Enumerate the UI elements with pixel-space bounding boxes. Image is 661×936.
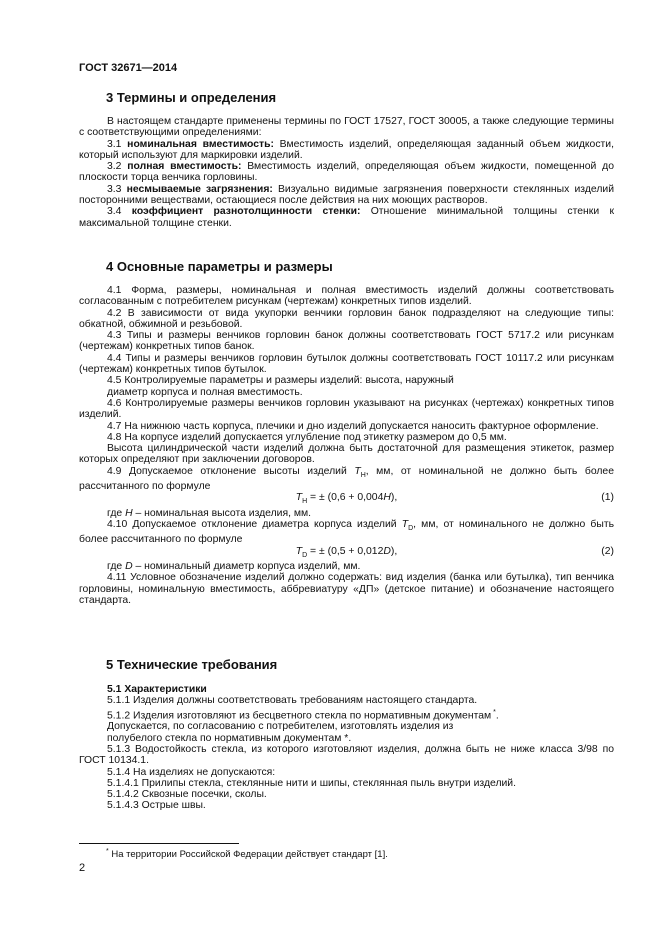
page-number: 2 [79, 862, 86, 874]
para-4-10: 4.10 Допускаемое отклонение диаметра корпуса изделий $T_D$, мм, от номинального не должно быть более рассчитанного по формуле [79, 519, 614, 546]
para-5-1-2-cont: полубелого стекла по нормативным документам *. [107, 732, 352, 744]
para-5-1-2-allowance: Допускается, по согласованию с потребителем, изготовлять изделия из [107, 721, 454, 733]
para-5-1-4-2: 5.1.4.2 Сквозные посечки, сколы. [107, 789, 267, 801]
para-5-1-4: 5.1.4 На изделиях не допускаются: [107, 766, 276, 778]
formula-1-number: (1) [601, 492, 614, 504]
formula-1: $T_H$ = ± (0,6 + 0,004H), (1) [295, 492, 614, 506]
formula-2: $T_D$ = ± (0,5 + 0,012D), (2) [295, 545, 614, 559]
section-3-title: 3 Термины и определения [106, 90, 277, 105]
intro-paragraph: В настоящем стандарте применены термины по ГОСТ 17527, ГОСТ 30005, а также следующие термины с соответствующими определениями: [79, 116, 614, 139]
para-4-5: 4.5 Контролируемые параметры и размеры изделий: высота, наружный [107, 375, 454, 387]
formula-2-number: (2) [601, 545, 614, 557]
para-4-2: 4.2 В зависимости от вида укупорки венчики горловин банок подразделяют на следующие типы: обкатной, обжимной и резьбовой. [79, 307, 614, 330]
para-4-5-cont: диаметр корпуса и полная вместимость. [107, 386, 303, 398]
section-5-title: 5 Технические требования [106, 657, 278, 672]
para-label-height: Высота цилиндрической части изделий должна быть достаточной для размещения этикеток, размер которых определяют при заключении договоров. [79, 443, 614, 466]
document-header: ГОСТ 32671—2014 [79, 62, 178, 74]
para-5-1-2: 5.1.2 Изделия изготовляют из бесцветного стекла по нормативным документам *. [107, 708, 499, 722]
formula-2-where: где D – номинальный диаметр корпуса изделий, мм. [107, 561, 361, 573]
para-5-1-4-1: 5.1.4.1 Прилипы стекла, стеклянные нити и шипы, стеклянная пыль внутри изделий. [107, 777, 516, 789]
para-4-8: 4.8 На корпусе изделий допускается углубление под этикетку размером до 0,5 мм. [107, 431, 507, 443]
para-4-4: 4.4 Типы и размеры венчиков горловин бутылок должны соответствовать ГОСТ 10117.2 или рисункам (чертежам) конкретных типов бутылок. [79, 352, 614, 376]
para-4-11: 4.11 Условное обозначение изделий должно содержать: вид изделия (банка или бутылка), тип венчика горловины, номинальную вместимость, аббревиатуру «ДП» (детское питание) и обозначение настоящего стандарта. [79, 572, 614, 607]
para-4-1: 4.1 Форма, размеры, номинальная и полная вместимость изделий должны соответствовать согласованным с потребителем рисункам (чертежам) конкретных типов изделий. [79, 285, 614, 308]
para-5-1-3: 5.1.3 Водостойкость стекла, из которого изготовляют изделия, должна быть не ниже класса 3/98 по ГОСТ 10134.1. [79, 743, 614, 767]
term-3-2: 3.2 полная вместимость: Вместимость изделий, определяющая объем жидкости, помещенной до плоскости торца венчика горловины. [79, 161, 614, 184]
footnote-divider [79, 843, 239, 844]
term-3-3: 3.3 несмываемые загрязнения: Визуально видимые загрязнения поверхности стеклянных изделий посторонними веществами, остающиеся после действия на них моющих растворов. [79, 183, 614, 207]
formula-1-where: где H – номинальная высота изделия, мм. [107, 507, 312, 519]
footnote: * На территории Российской Федерации действует стандарт [1]. [106, 848, 388, 861]
para-4-9: 4.9 Допускаемое отклонение высоты изделий $T_H$, мм, от номинальной не должно быть более рассчитанного по формуле [79, 465, 614, 493]
para-4-3: 4.3 Типы и размеры венчиков горловин банок должны соответствовать ГОСТ 5717.2 или рисункам (чертежам) конкретных типов банок. [79, 330, 614, 353]
section-5-body [79, 684, 614, 812]
para-5-1-1: 5.1.1 Изделия должны соответствовать требованиям настоящего стандарта. [107, 695, 478, 707]
para-5-1-4-3: 5.1.4.3 Острые швы. [107, 800, 206, 812]
para-4-6: 4.6 Контролируемые размеры венчиков горловин указывают на рисунках (чертежах) конкретных типов изделий. [79, 397, 614, 421]
para-4-7: 4.7 На нижнюю часть корпуса, плечики и дно изделий допускается наносить фактурное оформление. [107, 420, 599, 432]
term-3-1: 3.1 номинальная вместимость: Вместимость изделий, определяющая заданный объем жидкости, который используют для маркировки изделий. [79, 138, 614, 161]
section-3-body [79, 116, 614, 229]
section-4-body [79, 285, 614, 606]
subsection-5-1-title: 5.1 Характеристики [107, 684, 207, 695]
term-3-4: 3.4 коэффициент разнотолщинности стенки: Отношение минимальной толщины стенки к максимальной толщине стенки. [79, 206, 614, 229]
section-4-title: 4 Основные параметры и размеры [106, 259, 333, 274]
